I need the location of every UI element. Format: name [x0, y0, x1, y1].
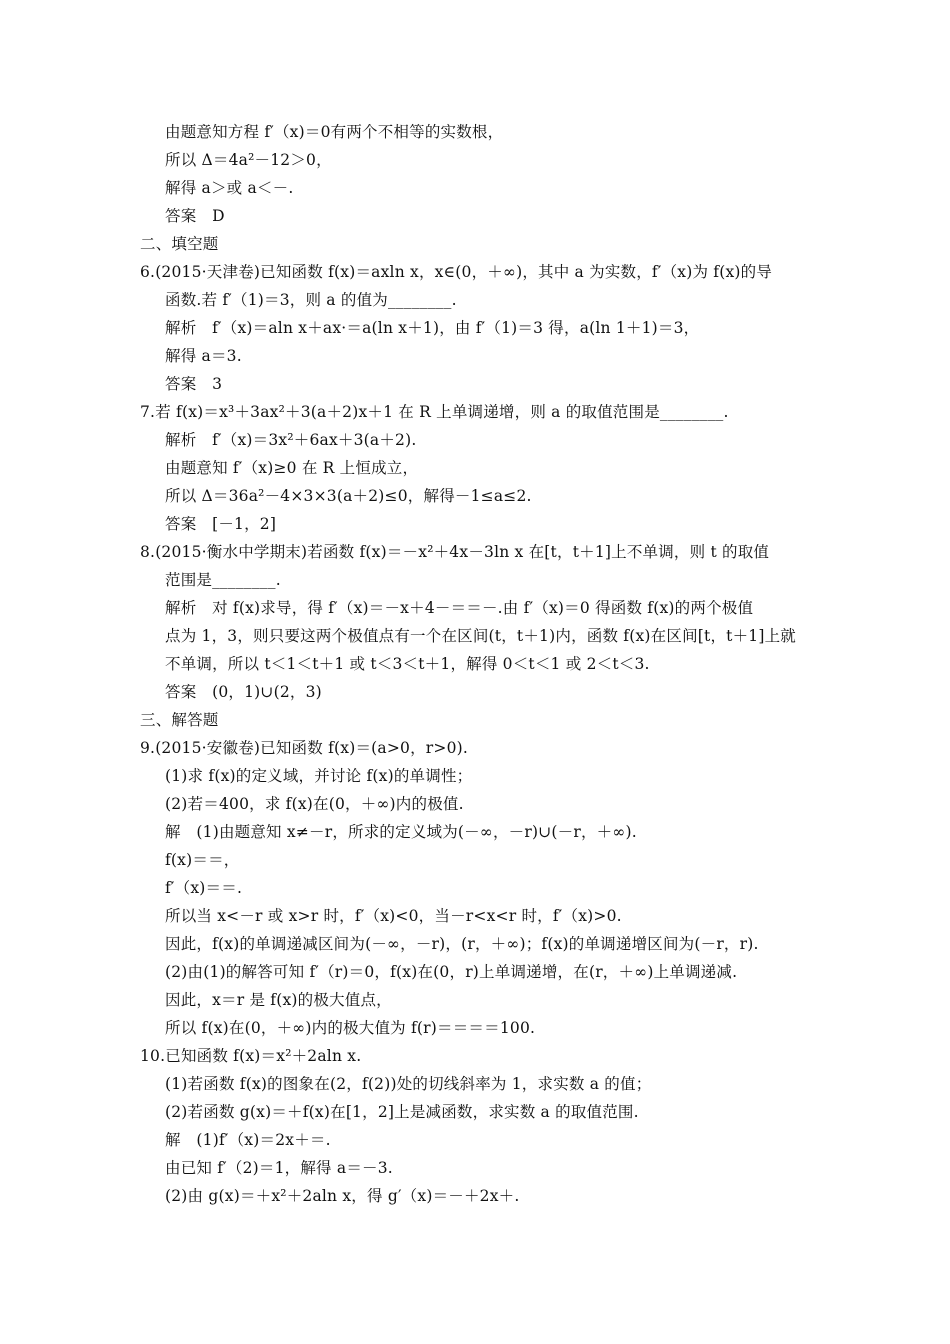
answer-line: 答案 3: [165, 375, 223, 393]
question-7: 7.若 f(x)＝x³＋3ax²＋3(a＋2)x＋1 在 R 上单调递增，则 a 的取值范围是________.: [140, 403, 729, 421]
answer-line: 答案 [－1，2]: [165, 515, 277, 533]
question-9: 9.(2015·安徽卷)已知函数 f(x)＝(a>0，r>0).: [140, 739, 469, 757]
section-heading: 二、填空题: [140, 235, 219, 253]
text-line: 因此，f(x)的单调递减区间为(－∞，－r)，(r，＋∞)；f(x)的单调递增区间为(－r，r).: [165, 935, 759, 953]
text-line: (2)若＝400，求 f(x)在(0，＋∞)内的极值.: [165, 795, 464, 813]
text-line: 所以 Δ＝4a²－12＞0，: [165, 151, 332, 169]
text-line: (1)求 f(x)的定义域，并讨论 f(x)的单调性；: [165, 767, 473, 785]
text-line: 所以当 x<－r 或 x>r 时，f′（x)<0，当－r<x<r 时，f′（x)>0.: [165, 907, 622, 925]
answer-line: 答案 D: [165, 207, 225, 225]
section-heading: 三、解答题: [140, 711, 219, 729]
text-line: (2)由(1)的解答可知 f′（r)＝0，f(x)在(0，r)上单调递增，在(r，＋∞)上单调递减.: [165, 963, 738, 981]
text-line: (2)若函数 g(x)＝＋f(x)在[1，2]上是减函数，求实数 a 的取值范围.: [165, 1103, 639, 1121]
text-line: 由题意知方程 f′（x)＝0有两个不相等的实数根，: [165, 123, 504, 141]
text-line: 所以 f(x)在(0，＋∞)内的极大值为 f(r)＝＝＝＝100.: [165, 1019, 536, 1037]
text-line: 解得 a＝3.: [165, 347, 242, 365]
text-line: 由已知 f′（2)＝1，解得 a＝－3.: [165, 1159, 393, 1177]
question-8: 8.(2015·衡水中学期末)若函数 f(x)＝－x²＋4x－3ln x 在[t，t＋1]上不单调，则 t 的取值: [140, 543, 770, 561]
text-line: 不单调，所以 t＜1＜t＋1 或 t＜3＜t＋1，解得 0＜t＜1 或 2＜t＜3.: [165, 655, 650, 673]
answer-line: 答案 (0，1)∪(2，3): [165, 683, 322, 701]
text-line: 范围是________.: [165, 571, 281, 589]
text-line: (2)由 g(x)＝＋x²＋2aln x，得 g′（x)＝－＋2x＋.: [165, 1187, 520, 1205]
text-line: 解 (1)f′（x)＝2x＋＝.: [165, 1131, 331, 1149]
text-line: 因此，x＝r 是 f(x)的极大值点，: [165, 991, 392, 1009]
text-line: 解析 f′（x)＝aln x＋ax·＝a(ln x＋1)，由 f′（1)＝3 得，a(ln 1＋1)＝3，: [165, 319, 700, 337]
text-line: (1)若函数 f(x)的图象在(2，f(2))处的切线斜率为 1，求实数 a 的值；: [165, 1075, 652, 1093]
text-line: 解析 f′（x)＝3x²＋6ax＋3(a＋2).: [165, 431, 417, 449]
text-line: 所以 Δ＝36a²－4×3×3(a＋2)≤0，解得－1≤a≤2.: [165, 487, 532, 505]
text-line: 解得 a＞或 a＜－.: [165, 179, 294, 197]
text-line: 解析 对 f(x)求导，得 f′（x)＝－x＋4－＝＝－.由 f′（x)＝0 得函数 f(x)的两个极值: [165, 599, 754, 617]
question-6: 6.(2015·天津卷)已知函数 f(x)＝axln x，x∈(0，＋∞)，其中 a 为实数，f′（x)为 f(x)的导: [140, 263, 773, 281]
text-line: f′（x)＝＝.: [165, 879, 243, 897]
question-10: 10.已知函数 f(x)＝x²＋2aln x.: [140, 1047, 362, 1065]
text-line: 点为 1，3，则只要这两个极值点有一个在区间(t，t＋1)内，函数 f(x)在区间[t，t＋1]上就: [165, 627, 796, 645]
text-line: 函数.若 f′（1)＝3，则 a 的值为________.: [165, 291, 457, 309]
text-line: f(x)＝＝，: [165, 851, 240, 869]
text-line: 解 (1)由题意知 x≠－r，所求的定义域为(－∞，－r)∪(－r，＋∞).: [165, 823, 637, 841]
text-line: 由题意知 f′（x)≥0 在 R 上恒成立，: [165, 459, 419, 477]
